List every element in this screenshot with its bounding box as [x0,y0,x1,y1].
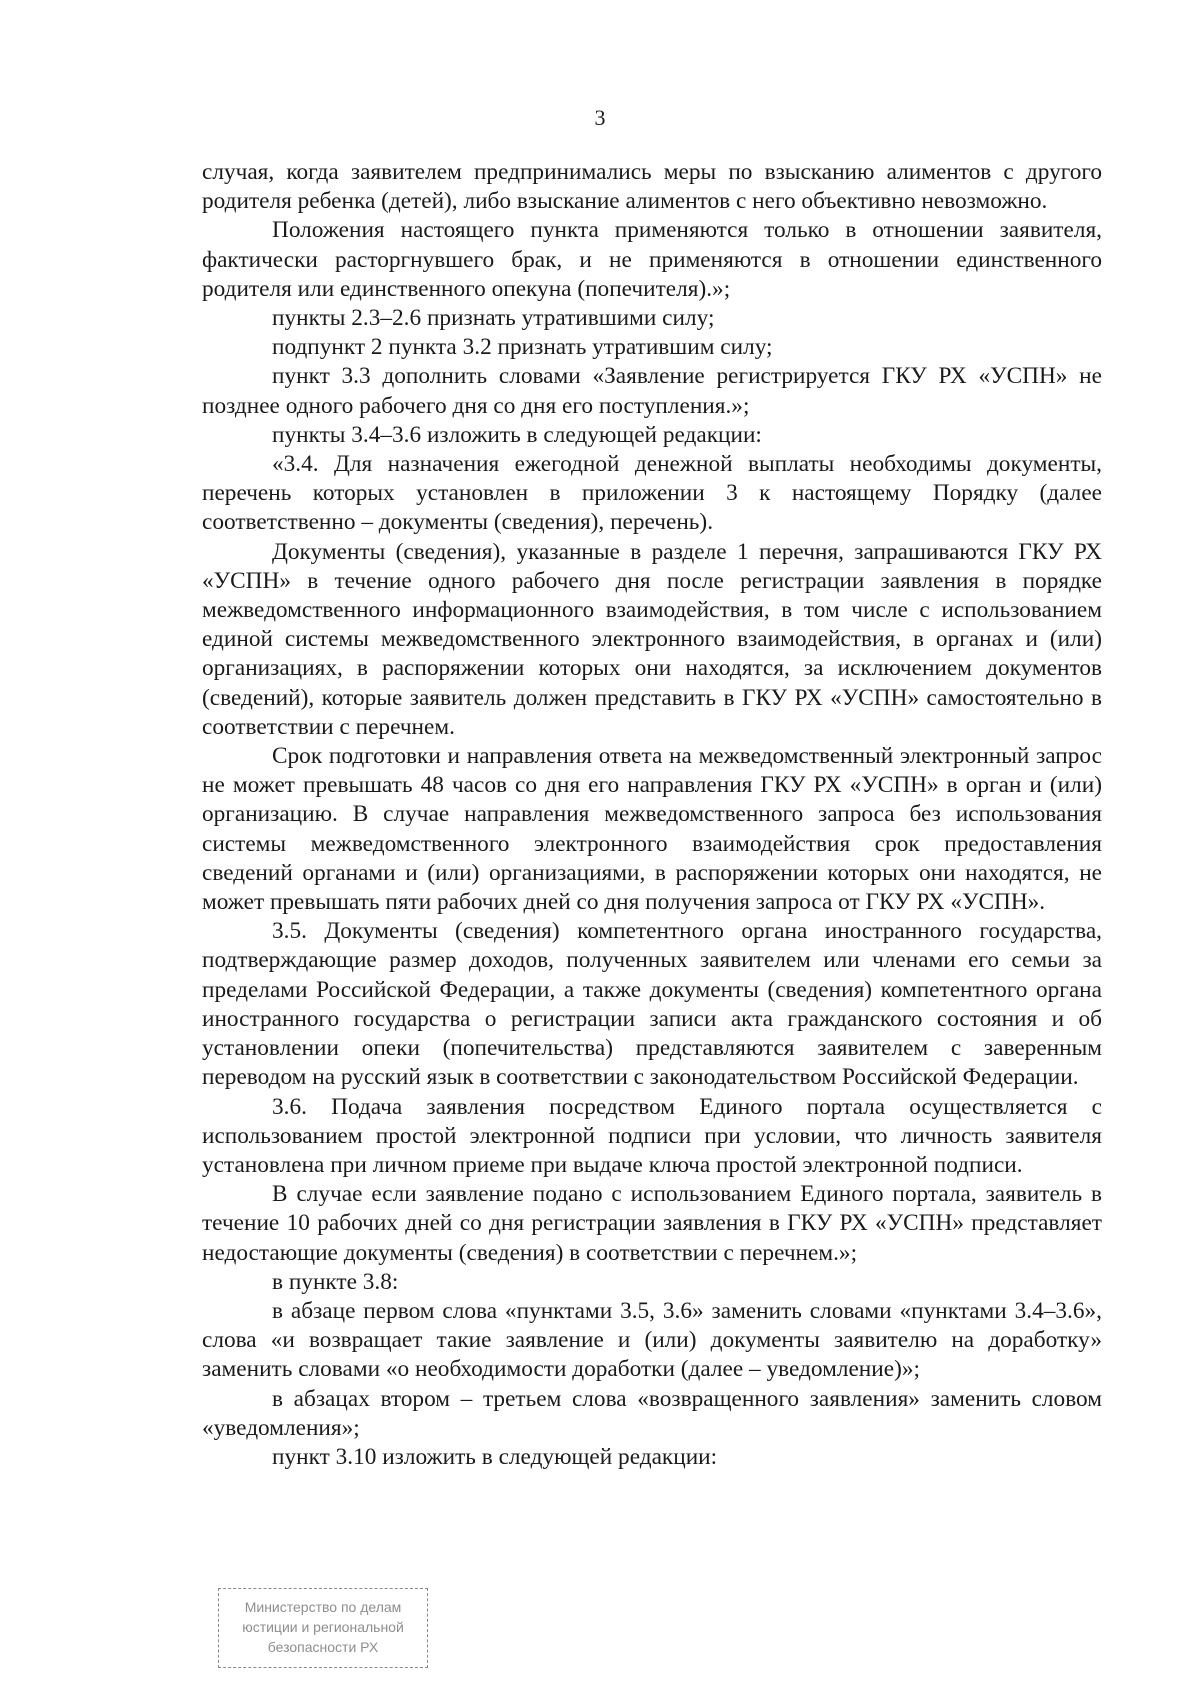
paragraph-8: Документы (сведения), указанные в разделе 1 перечня, запрашиваются ГКУ РХ «УСПН» в течение одного рабочего дня после регистрации заявления в порядке межведомственного информационного взаимодействия, в том числе с использованием единой системы межведомственного электронного взаимодействия, в органах и (или) организациях, в распоряжении которых они находятся, за исключением документов (сведений), которые заявитель должен представить в ГКУ РХ «УСПН» самостоятельно в соответствии с перечнем. [202,538,1102,740]
stamp-line-3: безопасности РХ [267,1639,379,1655]
document-body [202,158,1102,1472]
paragraph-5: пункт 3.3 дополнить словами «Заявление регистрируется ГКУ РХ «УСПН» не позднее одного рабочего дня со дня его поступления.»; [202,363,1102,419]
paragraph-11: 3.6. Подача заявления посредством Единого портала осуществляется с использованием простой электронной подписи при условии, что личность заявителя установлена при личном приеме при выдаче ключа простой электронной подписи. [202,1093,1102,1178]
paragraph-6: пункты 3.4–3.6 изложить в следующей редакции: [272,421,762,448]
paragraph-14: в абзаце первом слова «пунктами 3.5, 3.6» заменить словами «пунктами 3.4–3.6», слова «и возвращает такие заявление и (или) документы заявителю на доработку» заменить словами «о необходимости доработки (далее – уведомление)»; [202,1297,1102,1383]
paragraph-3: пункты 2.3–2.6 признать утратившими силу; [272,305,715,332]
paragraph-16: пункт 3.10 изложить в следующей редакции: [272,1443,718,1470]
paragraph-1: случая, когда заявителем предпринимались меры по взысканию алиментов с другого родителя ребенка (детей), либо взыскание алиментов с него объективно невозможно. [202,159,1102,215]
page-number: 3 [594,105,606,130]
ministry-stamp [218,1588,428,1668]
stamp-line-2: юстиции и региональной [242,1619,404,1635]
paragraph-4: подпункт 2 пункта 3.2 признать утратившим силу; [272,334,773,361]
paragraph-2: Положения настоящего пункта применяются только в отношении заявителя, фактически расторгнувшего брак, и не применяются в отношении единственного родителя или единственного опекуна (попечителя).»; [202,217,1102,302]
paragraph-9: Срок подготовки и направления ответа на межведомственный электронный запрос не может превышать 48 часов со дня его направления ГКУ РХ «УСПН» в орган и (или) организацию. В случае направления межведомственного запроса без использования системы межведомственного электронного взаимодействия срок предоставления сведений органами и (или) организациями, в распоряжении которых они находятся, не может превышать пяти рабочих дней со дня получения запроса от ГКУ РХ «УСПН». [202,743,1102,916]
stamp-line-1: Министерство по делам [244,1599,402,1615]
paragraph-12: В случае если заявление подано с использованием Единого портала, заявитель в течение 10 рабочих дней со дня регистрации заявления в ГКУ РХ «УСПН» представляет недостающие документы (сведения) в соответствии с перечнем.»; [202,1181,1102,1266]
paragraph-13: в пункте 3.8: [272,1268,399,1295]
paragraph-15: в абзацах втором – третьем слова «возвращенного заявления» заменить словом «уведомления»; [202,1385,1102,1441]
paragraph-7: «3.4. Для назначения ежегодной денежной выплаты необходимы документы, перечень которых установлен в приложении 3 к настоящему Порядку (далее соответственно – документы (сведения), перечень). [202,451,1102,536]
paragraph-10: 3.5. Документы (сведения) компетентного органа иностранного государства, подтверждающие размер доходов, полученных заявителем или членами его семьи за пределами Российской Федерации, а также документы (сведения) компетентного органа иностранного государства о регистрации записи акта гражданского состояния и об установлении опеки (попечительства) представляются заявителем с заверенным переводом на русский язык в соответствии с законодательством Российской Федерации. [202,918,1102,1091]
